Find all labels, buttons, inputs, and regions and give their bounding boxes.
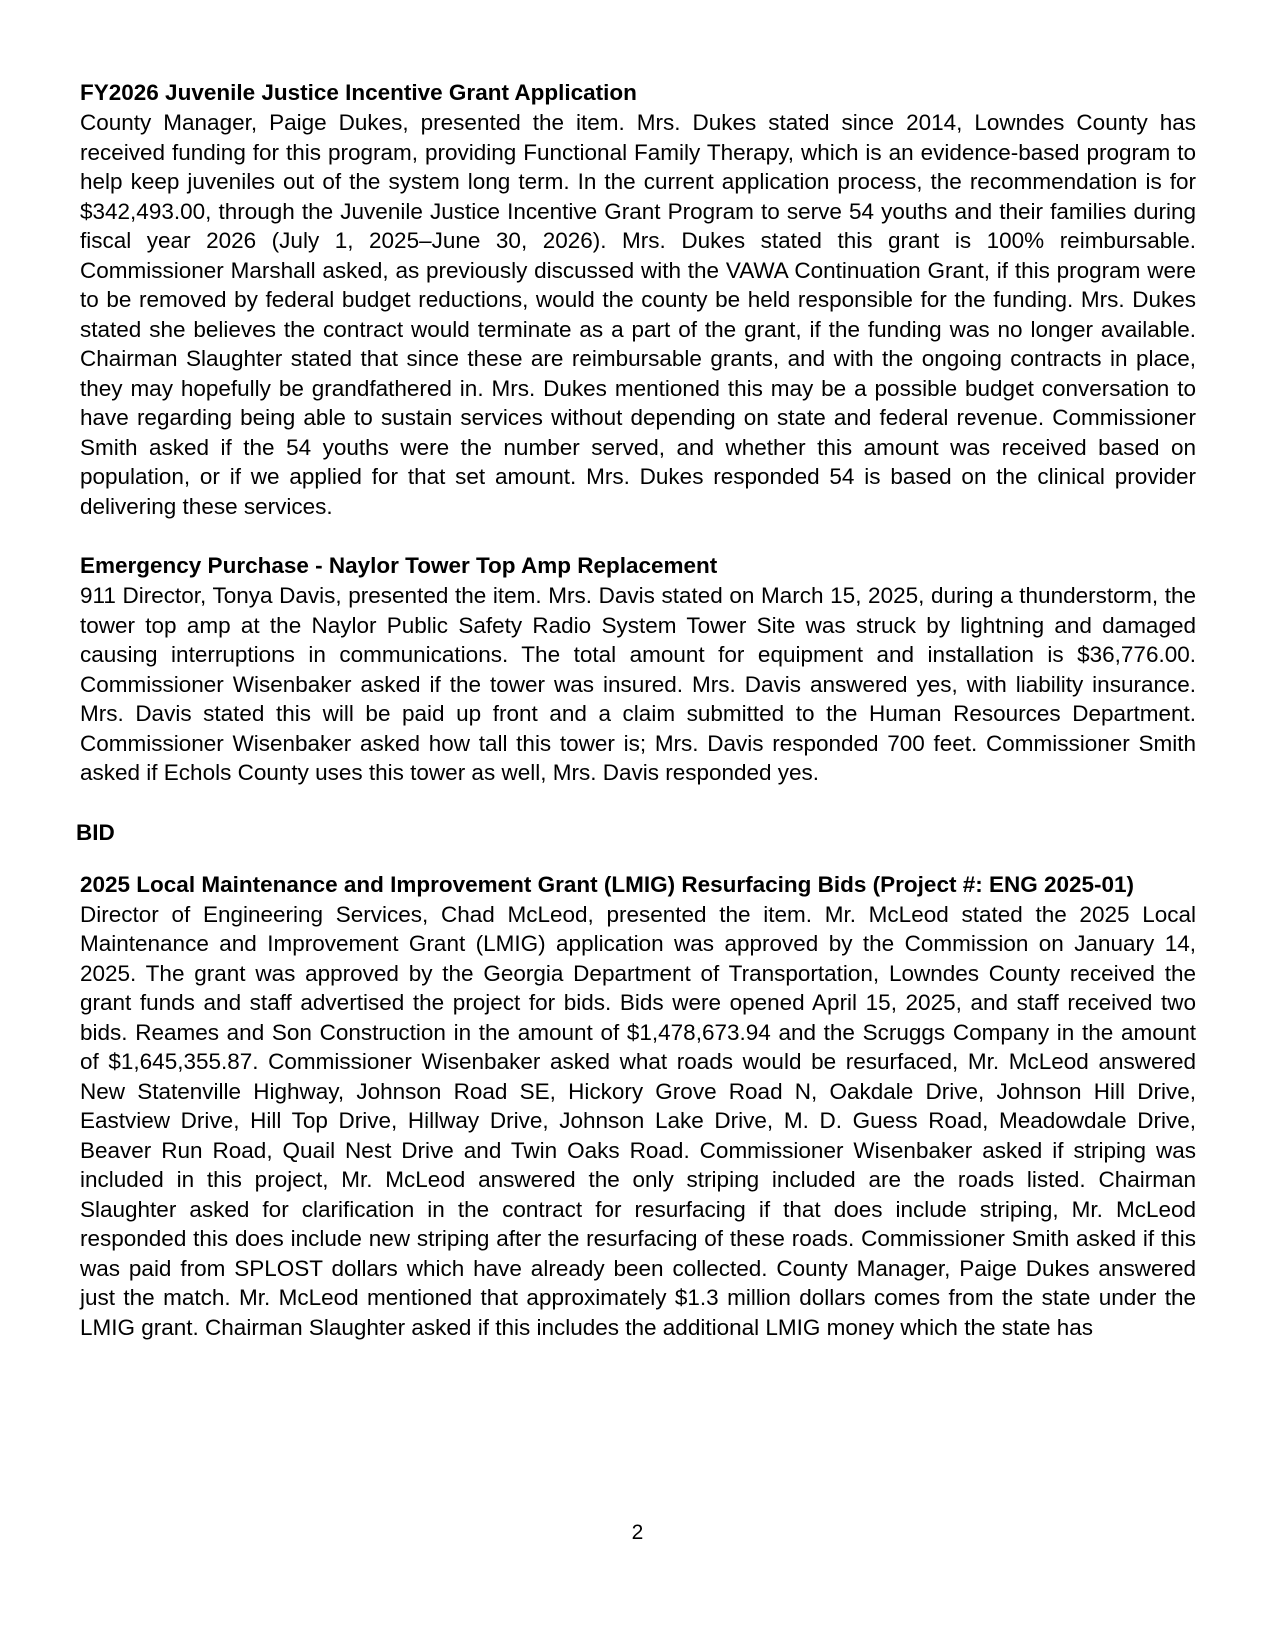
bid-heading: BID [76, 819, 115, 845]
section-naylor-tower-amp [80, 551, 1196, 788]
section-title: FY2026 Juvenile Justice Incentive Grant Application [80, 80, 637, 105]
section-body: County Manager, Paige Dukes, presented the item. Mrs. Dukes stated since 2014, Lowndes County has received funding for this program, providing Functional Family Therapy, which is an evidence-based program to help keep juveniles out of the system long term. In the current application process, the recommendation is for $342,493.00, through the Juvenile Justice Incentive Grant Program to serve 54 youths and their families during fiscal year 2026 (July 1, 2025–June 30, 2026). Mrs. Dukes stated this grant is 100% reimbursable. Commissioner Marshall asked, as previously discussed with the VAWA Continuation Grant, if this program were to be removed by federal budget reductions, would the county be held responsible for the funding. Mrs. Dukes stated she believes the contract would terminate as a part of the grant, if the funding was no longer available. Chairman Slaughter stated that since these are reimbursable grants, and with the ongoing contracts in place, they may hopefully be grandfathered in. Mrs. Dukes mentioned this may be a possible budget conversation to have regarding being able to sustain services without depending on state and federal revenue. Commissioner Smith asked if the 54 youths were the number served, and whether this amount was received based on population, or if we applied for that set amount. Mrs. Dukes responded 54 is based on the clinical provider delivering these services. [80, 110, 1196, 519]
section-juvenile-justice-grant [80, 78, 1196, 521]
section-lmig-resurfacing-bids [80, 870, 1196, 1343]
page-number: 2 [631, 1521, 644, 1544]
section-title: 2025 Local Maintenance and Improvement Grant (LMIG) Resurfacing Bids (Project #: ENG 2025-01) [80, 871, 1135, 897]
document-page [76, 78, 1196, 1372]
section-body: 911 Director, Tonya Davis, presented the item. Mrs. Davis stated on March 15, 2025, during a thunderstorm, the tower top amp at the Naylor Public Safety Radio System Tower Site was struck by lightning and damaged causing interruptions in communications. The total amount for equipment and installation is $36,776.00. Commissioner Wisenbaker asked if the tower was insured. Mrs. Davis answered yes, with liability insurance. Mrs. Davis stated this will be paid up front and a claim submitted to the Human Resources Department. Commissioner Wisenbaker asked how tall this tower is; Mrs. Davis responded 700 feet. Commissioner Smith asked if Echols County uses this tower as well, Mrs. Davis responded yes. [80, 583, 1196, 785]
section-body: Director of Engineering Services, Chad McLeod, presented the item. Mr. McLeod stated the 2025 Local Maintenance and Improvement Grant (LMIG) application was approved by the Commission on January 14, 2025. The grant was approved by the Georgia Department of Transportation, Lowndes County received the grant funds and staff advertised the project for bids. Bids were opened April 15, 2025, and staff received two bids. Reames and Son Construction in the amount of $1,478,673.94 and the Scruggs Company in the amount of $1,645,355.87. Commissioner Wisenbaker asked what roads would be resurfaced, Mr. McLeod answered New Statenville Highway, Johnson Road SE, Hickory Grove Road N, Oakdale Drive, Johnson Hill Drive, Eastview Drive, Hill Top Drive, Hillway Drive, Johnson Lake Drive, M. D. Guess Road, Meadowdale Drive, Beaver Run Road, Quail Nest Drive and Twin Oaks Road. Commissioner Wisenbaker asked if striping was included in this project, Mr. McLeod answered the only striping included are the roads listed. Chairman Slaughter asked for clarification in the contract for resurfacing if that does include striping, Mr. McLeod responded this does include new striping after the resurfacing of these roads. Commissioner Smith asked if this was paid from SPLOST dollars which have already been collected. County Manager, Paige Dukes answered just the match. Mr. McLeod mentioned that approximately $1.3 million dollars comes from the state under the LMIG grant. Chairman Slaughter asked if this includes the additional LMIG money which the state has [80, 901, 1196, 1340]
section-title: Emergency Purchase - Naylor Tower Top Amp Replacement [80, 553, 718, 578]
